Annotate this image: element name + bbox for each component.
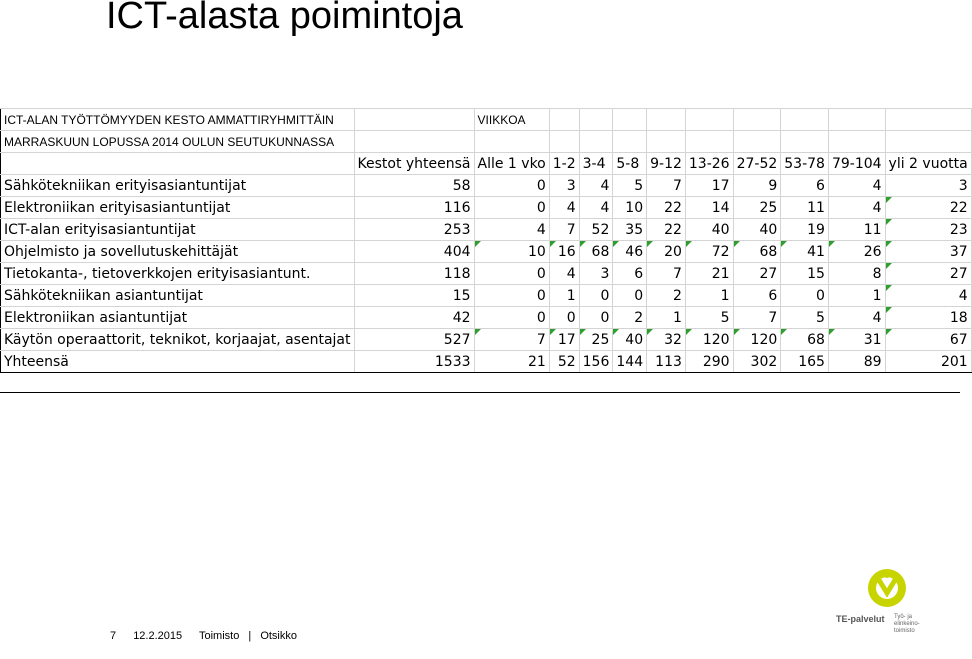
table-cell: 14 [685,197,733,219]
table-cell: 5 [781,307,829,329]
column-header: 27-52 [733,153,781,175]
table-heading: ICT-ALAN TYÖTTÖMYYDEN KESTO AMMATTIRYHMITTÄIN [1,109,355,131]
table-cell: 17 [685,175,733,197]
column-header-row [1,153,972,175]
table-cell: 0 [474,175,549,197]
table-cell: 20 [647,241,686,263]
table-cell: 4 [474,219,549,241]
table-cell: 7 [647,175,686,197]
table-cell: 3 [885,175,971,197]
table-cell: 68 [781,329,829,351]
table-cell: 4 [828,307,885,329]
table-cell: 7 [474,329,549,351]
logo-sub-3: toimisto [894,628,915,634]
row-label: Elektroniikan asiantuntijat [1,307,355,329]
table-row [1,241,972,263]
table-cell: 11 [828,219,885,241]
table-cell: 6 [613,263,647,285]
table-cell: 23 [885,219,971,241]
table-cell: 404 [354,241,474,263]
table-cell: 156 [579,351,613,373]
table-cell: 26 [828,241,885,263]
table-cell: 40 [733,219,781,241]
table-cell: 46 [613,241,647,263]
table-cell: 21 [474,351,549,373]
table-cell: 116 [354,197,474,219]
row-label: Ohjelmisto ja sovellutuskehittäjät [1,241,355,263]
row-label: Elektroniikan erityisasiantuntijat [1,197,355,219]
column-header: Kestot yhteensä [354,153,474,175]
unemployment-duration-table [0,108,972,373]
table-cell: 7 [733,307,781,329]
table-cell: 5 [685,307,733,329]
table-cell: 25 [733,197,781,219]
table-row [1,197,972,219]
table-cell: 4 [885,285,971,307]
table-cell: 37 [885,241,971,263]
column-header: 1-2 [549,153,579,175]
table-row [1,175,972,197]
table-header-row-1 [1,109,972,131]
table-cell: 0 [474,285,549,307]
table-row [1,263,972,285]
weeks-heading: VIIKKOA [474,109,549,131]
table-cell: 3 [579,263,613,285]
spreadsheet-table-area [0,108,968,394]
table-cell: 4 [579,197,613,219]
table-cell: 7 [647,263,686,285]
table-cell: 0 [579,285,613,307]
table-cell: 527 [354,329,474,351]
table-cell: 4 [828,175,885,197]
table-cell: 253 [354,219,474,241]
table-cell: 52 [549,351,579,373]
column-header: Alle 1 vko [474,153,549,175]
table-cell: 31 [828,329,885,351]
footer-heading: Otsikko [260,630,297,642]
row-label: Sähkötekniikan erityisasiantuntijat [1,175,355,197]
table-cell: 32 [647,329,686,351]
footer-date: 12.2.2015 [133,630,183,642]
table-cell: 72 [685,241,733,263]
table-cell: 302 [733,351,781,373]
column-header: 79-104 [828,153,885,175]
logo-brand: TE-palvelut [836,614,885,624]
row-label: Käytön operaattorit, teknikot, korjaajat, asentajat [1,329,355,351]
table-header-row-2 [1,131,972,153]
table-cell: 15 [781,263,829,285]
table-cell: 0 [474,307,549,329]
table-cell: 16 [549,241,579,263]
table-cell: 27 [885,263,971,285]
table-cell: 68 [579,241,613,263]
table-cell: 68 [733,241,781,263]
table-cell: 144 [613,351,647,373]
table-row [1,219,972,241]
table-cell: 22 [647,197,686,219]
table-row [1,329,972,351]
row-label: Tietokanta-, tietoverkkojen erityisasiantunt. [1,263,355,285]
row-label: ICT-alan erityisasiantuntijat [1,219,355,241]
table-cell: 4 [579,175,613,197]
table-cell: 25 [579,329,613,351]
table-cell: 5 [613,175,647,197]
table-cell: 67 [885,329,971,351]
table-cell: 22 [885,197,971,219]
table-cell: 1 [828,285,885,307]
table-cell: 2 [647,285,686,307]
table-cell: 41 [781,241,829,263]
table-cell: 113 [647,351,686,373]
table-cell: 52 [579,219,613,241]
table-cell: 9 [733,175,781,197]
row-label: Sähkötekniikan asiantuntijat [1,285,355,307]
footer-separator: | [248,630,252,642]
table-cell: 11 [781,197,829,219]
table-cell: 120 [685,329,733,351]
table-cell: 201 [885,351,971,373]
table-cell: 0 [579,307,613,329]
table-cell: 0 [613,285,647,307]
total-row [1,351,972,373]
table-cell: 0 [549,307,579,329]
sheet-bottom-border [0,392,960,393]
table-cell: 118 [354,263,474,285]
table-cell: 21 [685,263,733,285]
column-header: 3-4 [579,153,613,175]
logo-sub-2: elinkeino- [894,621,920,627]
table-cell: 35 [613,219,647,241]
table-cell: 10 [613,197,647,219]
table-cell: 42 [354,307,474,329]
table-cell: 40 [685,219,733,241]
page-number: 7 [110,630,117,642]
table-cell: 17 [549,329,579,351]
table-cell: 6 [733,285,781,307]
table-cell: 0 [474,263,549,285]
table-cell: 2 [613,307,647,329]
table-cell: 6 [781,175,829,197]
table-cell: 27 [733,263,781,285]
page-title: ICT-alasta poimintoja [106,0,463,37]
column-header: yli 2 vuotta [885,153,971,175]
table-cell: 4 [549,197,579,219]
table-cell: 0 [474,197,549,219]
table-cell: 89 [828,351,885,373]
column-header: 13-26 [685,153,733,175]
table-cell: 4 [549,263,579,285]
column-header: 9-12 [647,153,686,175]
column-header: 5-8 [613,153,647,175]
table-cell: 1 [685,285,733,307]
table-cell: 1 [647,307,686,329]
logo-sub-1: Työ- ja [894,614,913,620]
table-subheading: MARRASKUUN LOPUSSA 2014 OULUN SEUTUKUNNASSA [1,131,355,153]
table-cell: 15 [354,285,474,307]
table-cell: 0 [781,285,829,307]
table-cell: 8 [828,263,885,285]
te-logo-icon [868,569,906,607]
footer-unit: Toimisto [198,630,240,642]
table-cell: 22 [647,219,686,241]
table-cell: 165 [781,351,829,373]
table-cell: 290 [685,351,733,373]
table-row [1,285,972,307]
table-cell: 4 [828,197,885,219]
table-cell: 7 [549,219,579,241]
table-cell: 40 [613,329,647,351]
table-cell: 1 [549,285,579,307]
slide-footer [110,630,311,642]
column-header: 53-78 [781,153,829,175]
te-palvelut-logo [832,566,942,636]
table-row [1,307,972,329]
table-cell: 3 [549,175,579,197]
table-cell: 19 [781,219,829,241]
table-cell: 10 [474,241,549,263]
table-cell: 18 [885,307,971,329]
table-cell: 58 [354,175,474,197]
table-cell: 1533 [354,351,474,373]
table-cell: 120 [733,329,781,351]
row-label: Yhteensä [1,351,355,373]
